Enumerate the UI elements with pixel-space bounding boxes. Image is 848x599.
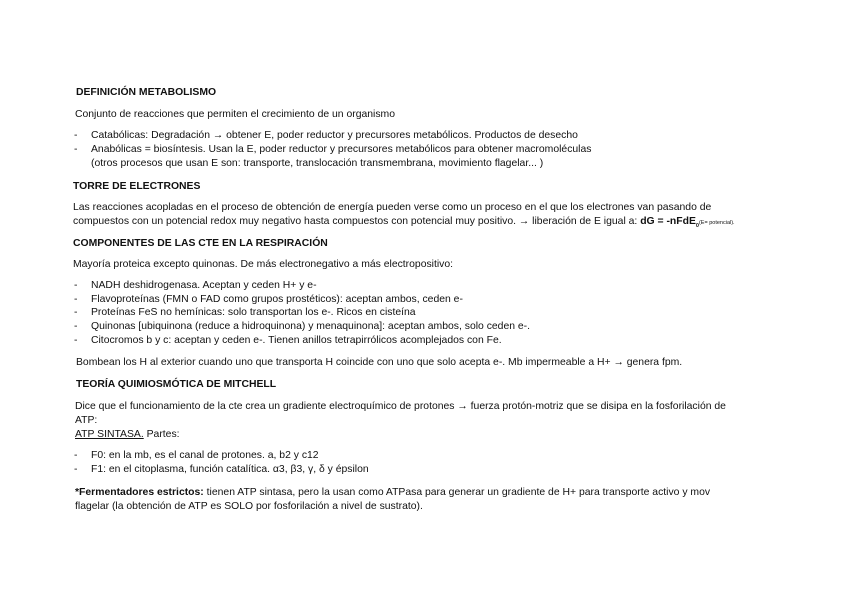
bullet: - (74, 307, 78, 318)
bullet: - (74, 130, 78, 141)
fermentadores-label: *Fermentadores estrictos: (75, 487, 204, 498)
list-item-anabolicas (74, 143, 591, 156)
torre-line2-text: compuestos con un potencial redox muy negativo hasta compuestos con potencial muy positivo. → liberación de E igual a: (73, 216, 638, 227)
bullet: - (74, 321, 78, 332)
list-item-text: Proteínas FeS no hemínicas: solo transportan los e-. Ricos en cisteína (91, 307, 416, 318)
bullet: - (74, 294, 78, 305)
bullet: - (74, 335, 78, 346)
atp-sintasa-rest: Partes: (143, 429, 180, 440)
mitchell-line2: ATP: (75, 415, 98, 426)
list-item-catabolicas (74, 129, 578, 142)
heading-torre-electrones: TORRE DE ELECTRONES (73, 181, 201, 192)
formula-note: (E= potencial). (698, 220, 735, 226)
bullet: - (74, 450, 78, 461)
energy-formula: dG = -nFdE (640, 216, 696, 227)
list-item (74, 320, 530, 333)
fermentadores-line1 (75, 486, 710, 499)
mitchell-line1: Dice que el funcionamiento de la cte crea un gradiente electroquímico de protones → fuerza protón-motriz que se disipa en la fosforilación de (75, 401, 726, 412)
formula-subscript: 0 (695, 223, 699, 230)
list-item-text: Citocromos b y c: aceptan y ceden e-. Tienen anillos tetrapirrólicos acomplejados con Fe. (91, 335, 502, 346)
list-item (74, 334, 502, 347)
componentes-outro: Bombean los H al exterior cuando uno que transporta H coincide con uno que solo acepta e-. Mb impermeable a H+ → genera fpm. (76, 357, 683, 368)
list-item-text: NADH deshidrogenasa. Aceptan y ceden H+ y e- (91, 280, 317, 291)
heading-metabolismo: DEFINICIÓN METABOLISMO (76, 87, 217, 98)
list-item-continuation: (otros procesos que usan E son: transporte, translocación transmembrana, movimiento flagelar... ) (91, 158, 544, 169)
bullet: - (74, 464, 78, 475)
list-item-text: Catabólicas: Degradación → obtener E, poder reductor y precursores metabólicos. Productos de desecho (91, 130, 578, 141)
list-item (74, 279, 317, 292)
list-item-f1 (74, 463, 369, 476)
metabolismo-definition: Conjunto de reacciones que permiten el crecimiento de un organismo (75, 109, 395, 120)
list-item-text: F0: en la mb, es el canal de protones. a, b2 y c12 (91, 450, 319, 461)
fermentadores-text: tienen ATP sintasa, pero la usan como ATPasa para generar un gradiente de H+ para transporte activo y mov (203, 487, 711, 498)
bullet: - (74, 144, 78, 155)
list-item (74, 293, 463, 306)
heading-componentes-cte: COMPONENTES DE LAS CTE EN LA RESPIRACIÓN (73, 238, 328, 249)
atp-sintasa-line (75, 428, 180, 441)
componentes-intro: Mayoría proteica excepto quinonas. De más electronegativo a más electropositivo: (73, 259, 454, 270)
atp-sintasa-label: ATP SINTASA. (75, 429, 144, 440)
fermentadores-line2: flagelar (la obtención de ATP es SOLO por fosforilación a nivel de sustrato). (75, 501, 423, 512)
list-item-text: F1: en el citoplasma, función catalítica. α3, β3, γ, δ y épsilon (91, 464, 369, 475)
list-item-text: Quinonas [ubiquinona (reduce a hidroquinona) y menaquinona]: aceptan ambos, solo ceden e-. (91, 321, 531, 332)
list-item-text: Anabólicas = biosíntesis. Usan la E, poder reductor y precursores metabólicos para obtener macromoléculas (91, 144, 592, 155)
heading-teoria-mitchell: TEORÍA QUIMIOSMÓTICA DE MITCHELL (76, 379, 277, 390)
list-item-text: Flavoproteínas (FMN o FAD como grupos prostéticos): aceptan ambos, ceden e- (91, 294, 463, 305)
list-item (74, 306, 416, 319)
torre-paragraph-line1: Las reacciones acopladas en el proceso de obtención de energía pueden verse como un proceso en el que los electrones van pasando de (73, 202, 712, 213)
bullet: - (74, 280, 78, 291)
list-item-f0 (74, 449, 319, 462)
torre-paragraph-line2 (73, 215, 735, 233)
